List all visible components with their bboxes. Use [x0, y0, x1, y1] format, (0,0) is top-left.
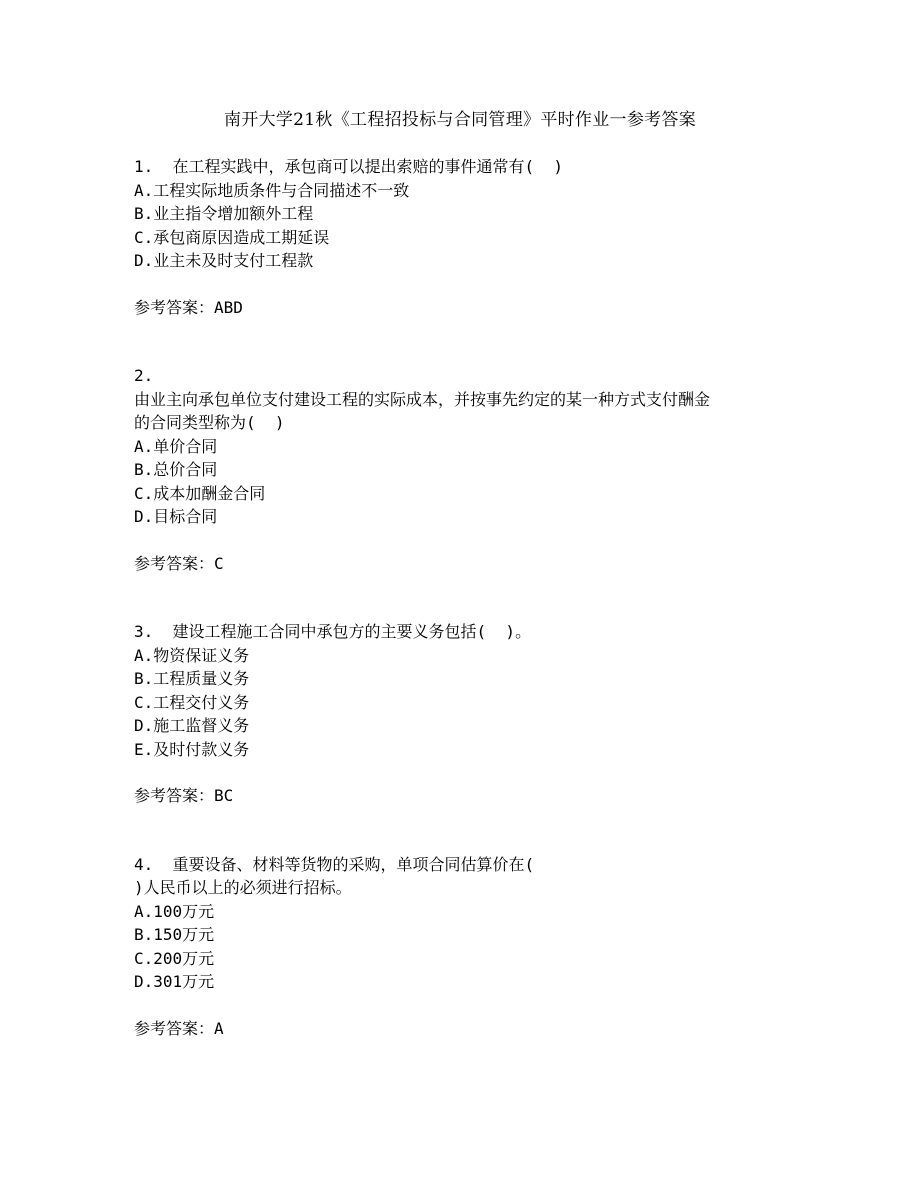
question-3-option-c: C.工程交付义务	[134, 692, 250, 712]
question-4-option-b: B.150万元	[134, 925, 215, 944]
question-2-stem-line-1: 由业主向承包单位支付建设工程的实际成本，并按事先约定的某一种方式支付酬金	[134, 389, 711, 409]
question-1-option-a: A.工程实际地质条件与合同描述不一致	[134, 180, 410, 200]
question-2-answer: 参考答案：C	[134, 553, 224, 573]
question-3-option-b: B.工程质量义务	[134, 669, 250, 688]
question-2-option-a: A.单价合同	[134, 436, 218, 456]
question-4-stem-line-1: 4. 重要设备、材料等货物的采购，单项合同估算价在(	[134, 854, 535, 874]
question-1-option-c: C.承包商原因造成工期延误	[134, 227, 330, 247]
question-3-options	[134, 644, 794, 762]
document-title: 南开大学21秋《工程招投标与合同管理》平时作业一参考答案	[223, 110, 697, 130]
question-2	[134, 364, 794, 575]
question-3-option-e: E.及时付款义务	[134, 739, 250, 759]
question-1-option-b: B.业主指令增加额外工程	[134, 204, 314, 223]
question-1-answer: 参考答案：ABD	[134, 297, 243, 317]
question-list	[134, 155, 794, 1040]
question-4-option-c: C.200万元	[134, 948, 215, 968]
question-2-options	[134, 435, 794, 529]
question-2-number: 2.	[134, 366, 154, 385]
question-3-option-d: D.施工监督义务	[134, 716, 250, 735]
question-1	[134, 155, 794, 319]
question-4-option-d: D.301万元	[134, 972, 215, 991]
question-4-options	[134, 900, 794, 994]
question-2-option-d: D.目标合同	[134, 507, 218, 526]
question-4	[134, 853, 794, 1041]
question-1-options	[134, 179, 794, 273]
question-1-option-d: D.业主未及时支付工程款	[134, 251, 314, 270]
question-4-answer: 参考答案：A	[134, 1018, 224, 1038]
question-2-option-b: B.总价合同	[134, 460, 218, 479]
question-3-answer: 参考答案：BC	[134, 786, 234, 805]
question-4-stem-line-2: )人民币以上的必须进行招标。	[134, 878, 352, 897]
question-4-option-a: A.100万元	[134, 901, 215, 921]
question-3-option-a: A.物资保证义务	[134, 645, 250, 665]
question-3	[134, 620, 794, 808]
question-2-stem-line-2: 的合同类型称为( )	[134, 413, 285, 432]
question-3-stem: 3. 建设工程施工合同中承包方的主要义务包括( )。	[134, 622, 532, 641]
question-1-stem: 1. 在工程实践中，承包商可以提出索赔的事件通常有( )	[134, 157, 564, 176]
question-2-option-c: C.成本加酬金合同	[134, 483, 266, 503]
